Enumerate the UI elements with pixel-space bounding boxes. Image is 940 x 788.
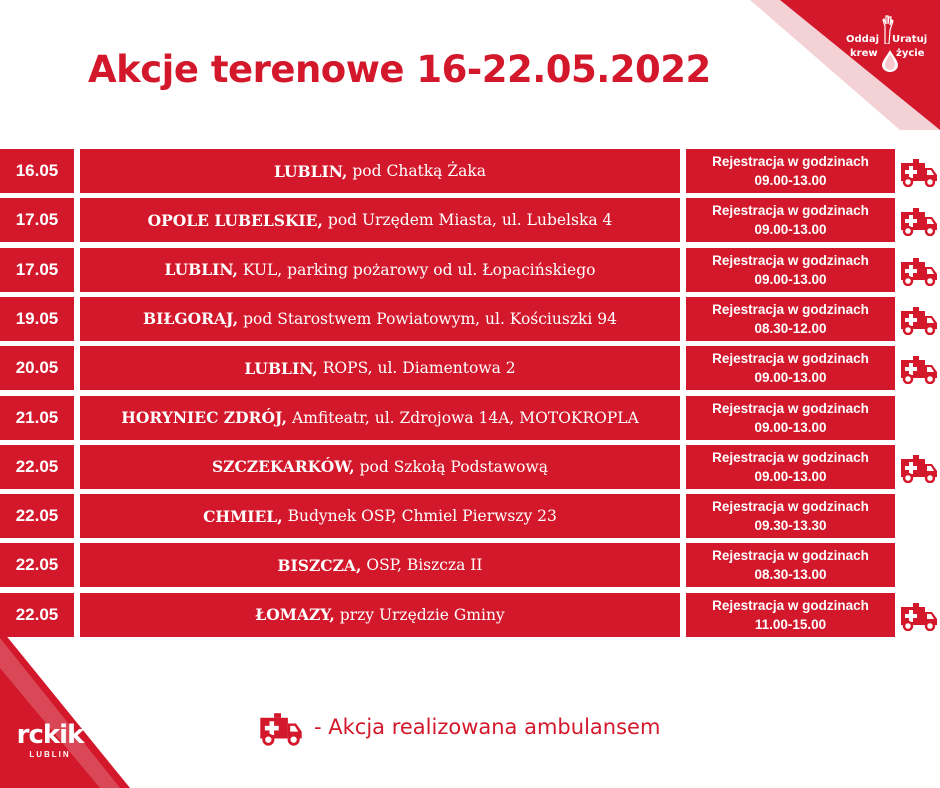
event-place: Budynek OSP, Chmiel Pierwszy 23	[287, 507, 557, 526]
registration-hours: 09.00-13.00	[754, 271, 827, 287]
registration-label: Rejestracja w godzinach	[712, 351, 869, 367]
legend-text: - Akcja realizowana ambulansem	[314, 715, 661, 739]
rckik-lublin-logo	[14, 720, 86, 770]
event-date: 22.05	[0, 494, 74, 538]
ambulance-icon	[899, 599, 939, 631]
legend	[258, 708, 660, 746]
event-city: BISZCZA,	[277, 555, 362, 575]
registration-hours: 09.00-13.00	[754, 468, 827, 484]
registration-label: Rejestracja w godzinach	[712, 203, 869, 219]
logo-word-uratuj: Uratuj	[892, 34, 928, 45]
logo-brand: rckik	[16, 720, 84, 750]
event-date: 17.05	[0, 198, 74, 242]
event-place: przy Urzędzie Gminy	[339, 605, 505, 624]
event-registration	[686, 593, 895, 637]
registration-hours: 09.00-13.00	[754, 419, 827, 435]
event-location	[80, 445, 680, 489]
event-row	[0, 297, 940, 341]
registration-label: Rejestracja w godzinach	[712, 597, 869, 613]
event-date: 16.05	[0, 149, 74, 193]
event-place: pod Urzędem Miasta, ul. Lubelska 4	[327, 211, 613, 230]
ambulance-icon	[258, 708, 304, 746]
blood-drop-icon	[882, 50, 898, 72]
event-row	[0, 445, 940, 489]
ambulance-icon	[899, 451, 939, 483]
event-registration	[686, 543, 895, 587]
logo-word-krew: krew	[850, 48, 878, 59]
event-date: 17.05	[0, 248, 74, 292]
oddaj-krew-logo	[842, 14, 932, 84]
event-city: LUBLIN,	[273, 161, 348, 181]
logo-word-zycie: życie	[896, 48, 925, 59]
event-location	[80, 543, 680, 587]
event-city: LUBLIN,	[164, 260, 238, 280]
ambulance-icon	[899, 352, 939, 384]
event-registration	[686, 396, 895, 440]
event-city: LUBLIN,	[244, 358, 318, 378]
event-city: BIŁGORAJ,	[142, 309, 239, 329]
event-date: 22.05	[0, 543, 74, 587]
event-registration	[686, 494, 895, 538]
registration-hours: 11.00-15.00	[754, 616, 827, 632]
event-place: pod Starostwem Powiatowym, ul. Kościuszki 94	[243, 309, 617, 328]
registration-label: Rejestracja w godzinach	[712, 154, 869, 169]
event-row	[0, 494, 940, 538]
event-date: 19.05	[0, 297, 74, 341]
event-row	[0, 198, 940, 242]
registration-hours: 09.00-13.00	[754, 222, 827, 238]
registration-hours: 08.30-13.00	[754, 567, 827, 583]
event-location	[80, 494, 680, 538]
event-place: ROPS, ul. Diamentowa 2	[322, 359, 516, 378]
logo-city: LUBLIN	[29, 750, 71, 759]
event-row	[0, 543, 940, 587]
event-location	[80, 297, 680, 341]
event-date: 20.05	[0, 346, 74, 390]
event-registration	[686, 198, 895, 242]
registration-hours: 09.30-13.30	[754, 518, 827, 534]
registration-hours: 09.00-13.00	[754, 173, 827, 188]
event-registration	[686, 297, 895, 341]
registration-label: Rejestracja w godzinach	[712, 548, 869, 564]
event-location	[80, 149, 680, 193]
event-registration	[686, 149, 895, 193]
registration-label: Rejestracja w godzinach	[712, 449, 869, 465]
event-place: Amfiteatr, ul. Zdrojowa 14A, MOTOKROPLA	[292, 408, 639, 427]
event-place: OSP, Biszcza II	[366, 556, 483, 575]
registration-label: Rejestracja w godzinach	[712, 301, 869, 317]
event-location	[80, 248, 680, 292]
event-date: 21.05	[0, 396, 74, 440]
event-place: KUL, parking pożarowy od ul. Łopacińskiego	[242, 260, 596, 279]
event-row	[0, 346, 940, 390]
registration-hours: 08.30-12.00	[754, 320, 827, 336]
ambulance-icon	[899, 303, 939, 335]
event-date: 22.05	[0, 445, 74, 489]
event-location	[80, 396, 680, 440]
registration-hours: 09.00-13.00	[754, 370, 827, 386]
ambulance-icon	[899, 204, 939, 236]
event-city: OPOLE LUBELSKIE,	[147, 210, 323, 230]
event-city: HORYNIEC ZDRÓJ,	[121, 408, 288, 427]
event-row	[0, 248, 940, 292]
event-city: SZCZEKARKÓW,	[211, 457, 355, 477]
ambulance-icon	[899, 254, 939, 286]
event-registration	[686, 445, 895, 489]
logo-word-oddaj: Oddaj	[846, 34, 879, 45]
registration-label: Rejestracja w godzinach	[712, 252, 869, 268]
page-title: Akcje terenowe 16-22.05.2022	[88, 48, 711, 91]
event-city: CHMIEL,	[203, 506, 283, 526]
event-place: pod Szkołą Podstawową	[359, 457, 549, 476]
event-registration	[686, 248, 895, 292]
event-location	[80, 198, 680, 242]
event-location	[80, 346, 680, 390]
ambulance-icon	[899, 155, 939, 187]
event-row	[0, 149, 940, 193]
event-registration	[686, 346, 895, 390]
event-city: ŁOMAZY,	[255, 605, 335, 625]
event-location	[80, 593, 680, 637]
registration-label: Rejestracja w godzinach	[712, 499, 869, 515]
event-row	[0, 396, 940, 440]
registration-label: Rejestracja w godzinach	[712, 400, 869, 416]
event-place: pod Chatką Żaka	[352, 162, 486, 180]
event-date: 22.05	[0, 593, 74, 637]
event-row	[0, 593, 940, 637]
